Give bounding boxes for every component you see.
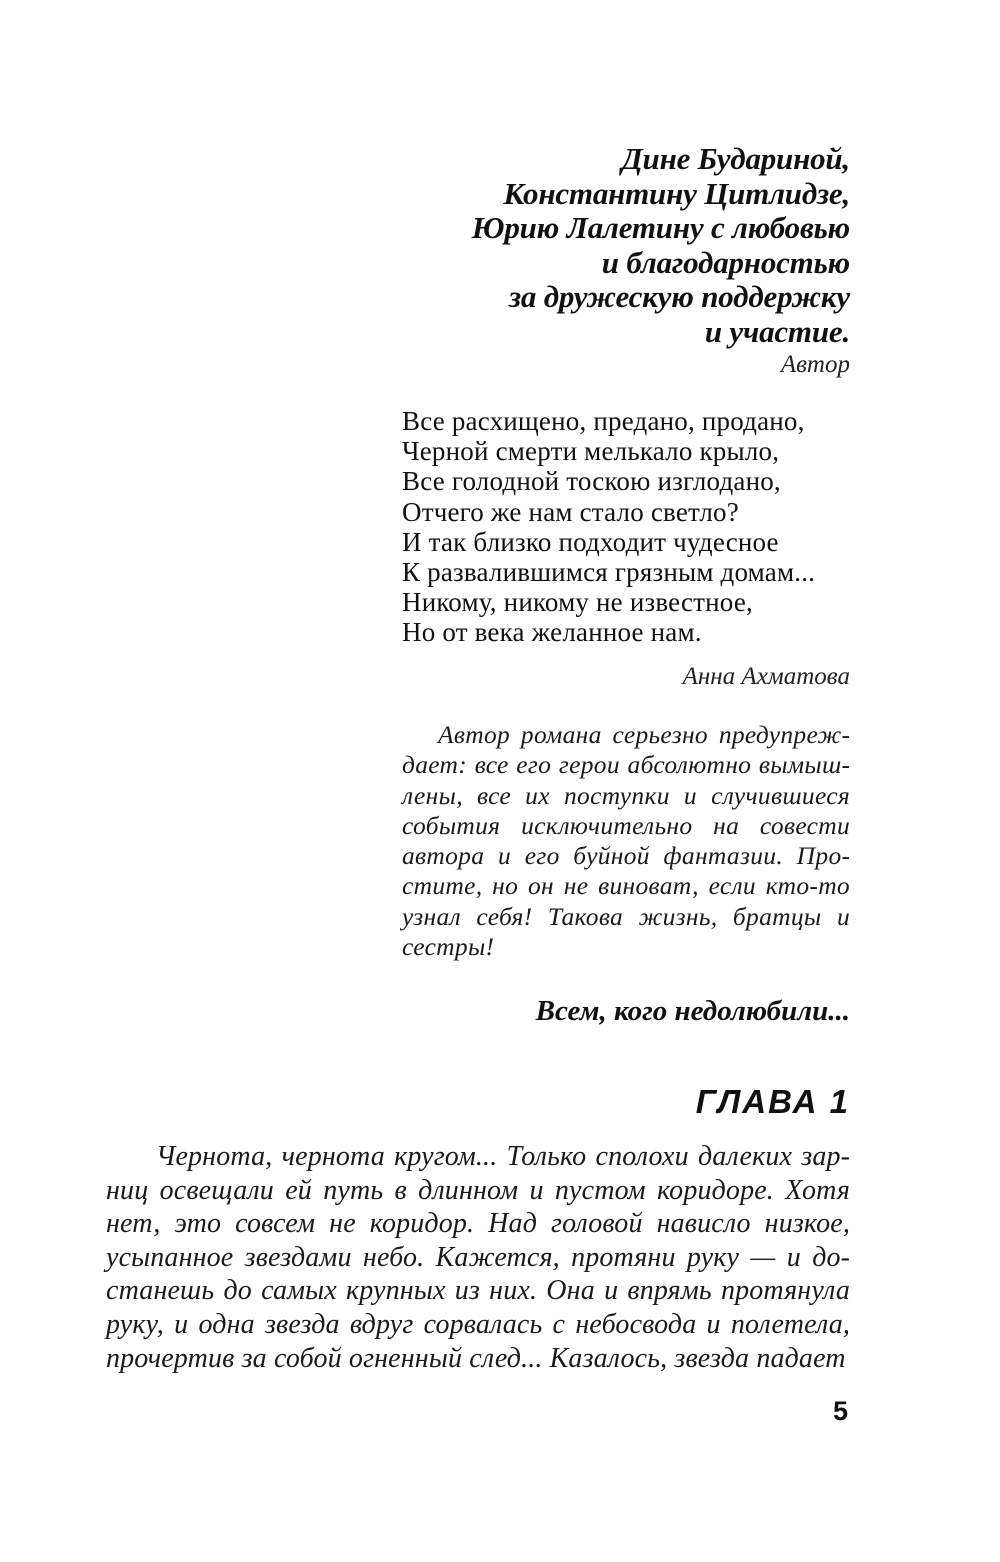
poem-line: Все голодной тоскою изглодано, xyxy=(402,466,781,497)
epigraph-poem xyxy=(402,406,862,648)
dedication-line: Юрию Лалетину с любовью xyxy=(471,210,850,245)
dedication xyxy=(330,142,850,349)
dedication-signature: Автор xyxy=(780,351,850,378)
poem-line: Отчего же нам стало светло? xyxy=(402,496,739,527)
chapter-body-text: Чернота, чернота кругом... Только сполохи далеких зарниц освещали ей путь в длинном и пустом коридоре. Хотя нет, это совсем не коридор. Над головой нависло низкое, усыпанное звездами небо. Кажется, протяни руку — и достанешь до самых крупных из них. Она и впрямь протянула руку, и одна звезда вдруг сорвалась с небосвода и полетела, прочертив за собой огненный след... Казалось, звезда падает xyxy=(106,1141,850,1374)
dedication-to-all: Всем, кого недолюбили... xyxy=(535,995,850,1027)
page-number: 5 xyxy=(832,1396,848,1426)
author-disclaimer: Автор романа серьезно предупреждает: все его герои абсолютно вымышлены, все их поступки и случившиеся события исключительно на совести автора и его буйной фантазии. Простите, но он не виноват, если кто-то узнал себя! Такова жизнь, братцы и сестры! xyxy=(402,720,850,962)
poem-line: Все расхищено, предано, продано, xyxy=(402,406,805,436)
dedication-line: за дружескую поддержку xyxy=(508,279,850,314)
epigraph-signature: Анна Ахматова xyxy=(682,663,850,690)
dedication-line: и благодарностью xyxy=(601,244,850,280)
chapter-title: ГЛАВА 1 xyxy=(695,1083,850,1120)
dedication-line: Константину Цитлидзе, xyxy=(503,175,850,211)
poem-line: К развалившимся грязным домам... xyxy=(402,557,816,588)
poem-line: Но от века желанное нам. xyxy=(402,617,702,648)
poem-line: И так близко подходит чудесное xyxy=(402,526,779,557)
dedication-line: и участие. xyxy=(704,313,850,349)
poem-line: Черной смерти мелькало крыло, xyxy=(402,436,780,467)
poem-line: Никому, никому не известное, xyxy=(402,587,753,618)
dedication-line: Дине Будариной, xyxy=(621,141,850,176)
